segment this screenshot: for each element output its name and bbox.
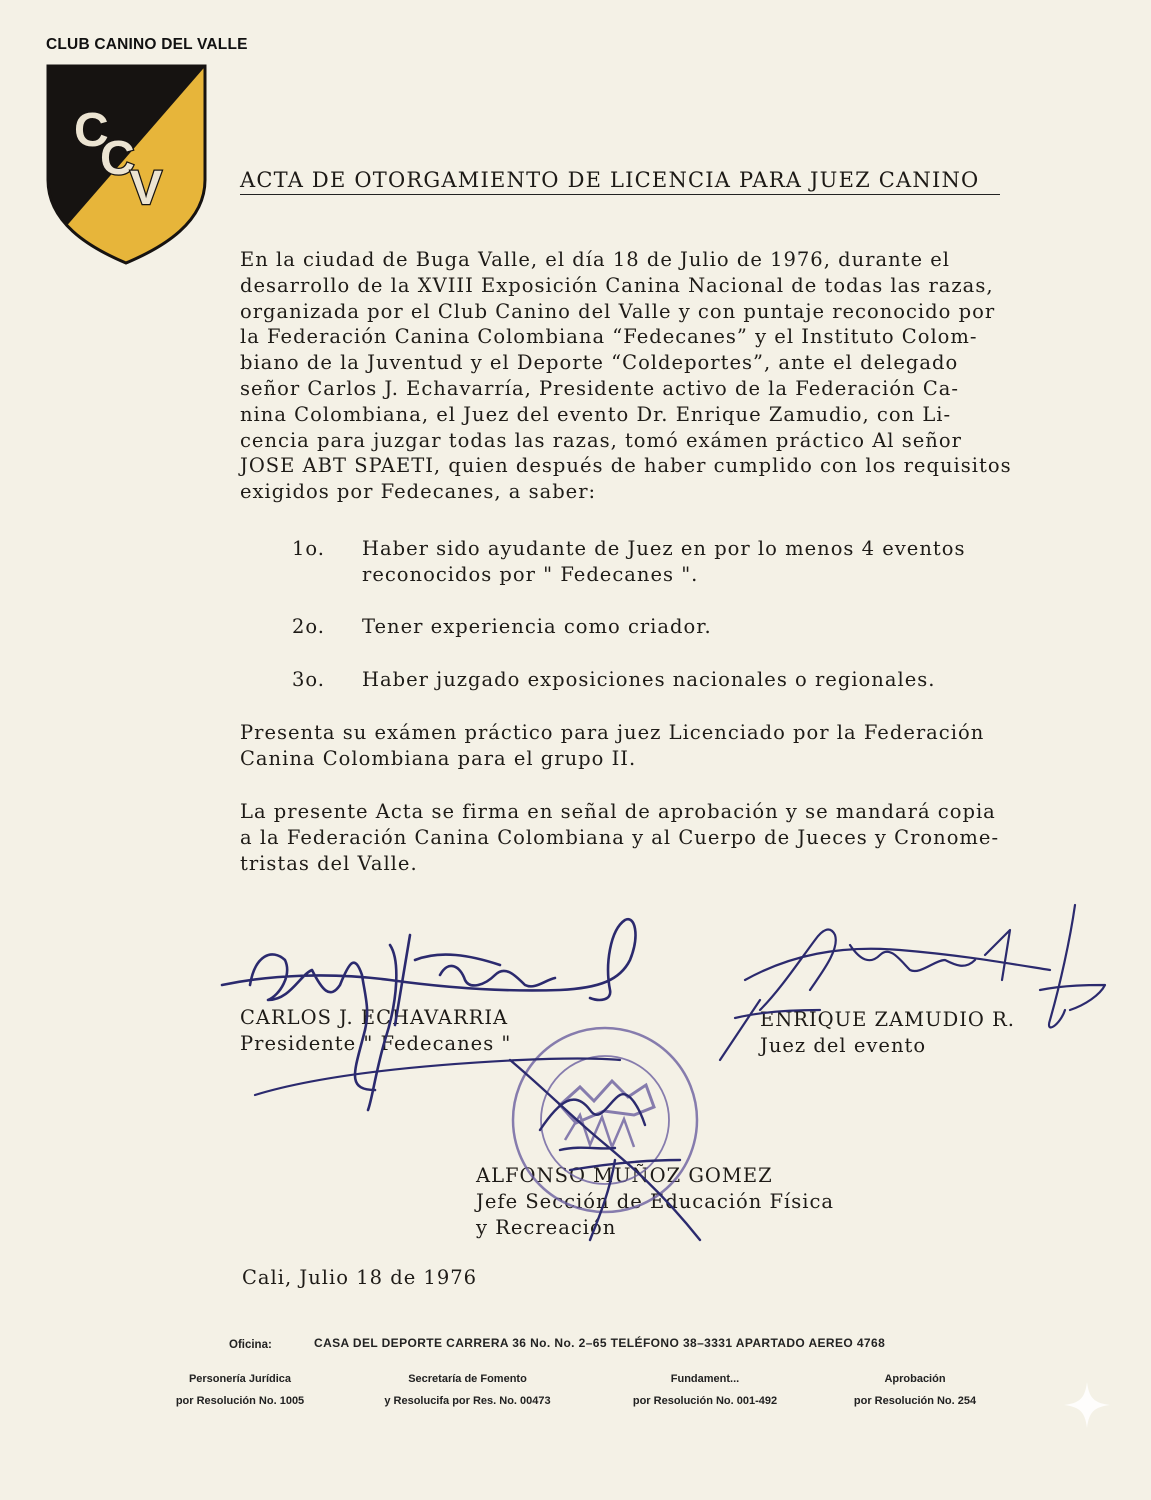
requirement-text: Tener experiencia como criador.: [362, 615, 712, 638]
signatory-role-cont: y Recreación: [476, 1215, 617, 1239]
requirement-text: Haber sido ayudante de Juez en por lo menos 4 eventos: [362, 537, 966, 560]
footer-column-line: Aprobación: [884, 1373, 946, 1385]
signature-echavarria-underline: [255, 1059, 620, 1096]
requirement-number: 3o.: [292, 668, 326, 691]
logo-letter-c1: C: [74, 104, 109, 157]
approval-paragraph: [240, 799, 1100, 876]
intro-paragraph: [240, 247, 1100, 505]
footer-column-personeria: [160, 1368, 320, 1412]
signatory-name: CARLOS J. ECHAVARRIA: [240, 1006, 509, 1029]
intro-line: organizada por el Club Canino del Valle y con puntaje reconocido por: [240, 299, 996, 323]
requirement-text: reconocidos por " Fedecanes ".: [362, 562, 699, 586]
intro-line: exigidos por Fedecanes, a saber:: [240, 480, 597, 504]
footer-office-label: Oficina:: [229, 1339, 272, 1351]
footer-column-line: Fundament...: [670, 1373, 740, 1385]
signatory-echavarria: [240, 1005, 511, 1057]
intro-line: cencia para juzgar todas las razas, tomó exámen práctico Al señor: [240, 428, 962, 452]
footer-column-aprobacion: [835, 1368, 995, 1412]
intro-line: nina Colombiana, el Juez del evento Dr. Enrique Zamudio, con Li-: [240, 402, 952, 426]
footer-column-fundament: [615, 1368, 795, 1412]
sparkle-icon: [1062, 1380, 1112, 1430]
footer-address: CASA DEL DEPORTE CARRERA 36 No. No. 2–65 TELÉFONO 38–3331 APARTADO AEREO 4768: [314, 1336, 886, 1350]
footer-column-line: por Resolución No. 001-492: [632, 1395, 778, 1407]
footer-column-line: por Resolución No. 1005: [175, 1395, 305, 1407]
signatory-munoz: [476, 1163, 834, 1240]
footer-column-line: y Resolucifa por Res. No. 00473: [384, 1395, 551, 1407]
footer-column-fomento: [365, 1368, 570, 1412]
exam-line: Presenta su exámen práctico para juez Licenciado por la Federación: [240, 721, 985, 744]
requirement-number: 1o.: [292, 537, 326, 560]
signatory-name: ALFONSO MUÑOZ GOMEZ: [476, 1164, 773, 1187]
signatory-role: Presidente " Fedecanes ": [240, 1031, 512, 1055]
intro-line: señor Carlos J. Echavarría, Presidente activo de la Federación Ca-: [240, 376, 960, 400]
approval-line: a la Federación Canina Colombiana y al Cuerpo de Jueces y Cronome-: [240, 825, 1000, 849]
intro-line: biano de la Juventud y el Deporte “Coldeportes”, ante el delegado: [240, 351, 959, 375]
intro-line: la Federación Canina Colombiana “Fedecanes” y el Instituto Colom-: [240, 325, 978, 349]
signatory-role: Jefe Sección de Educación Física: [476, 1189, 835, 1213]
exam-line: Canina Colombiana para el grupo II.: [240, 746, 637, 770]
logo-letter-v: V: [130, 162, 163, 215]
logo-letter-c2: C: [100, 132, 135, 185]
signatory-zamudio: [760, 1007, 1015, 1059]
intro-line: desarrollo de la XVIII Exposición Canina Nacional de todas las razas,: [240, 273, 994, 297]
footer-column-line: Personería Jurídica: [188, 1373, 292, 1385]
document-title: ACTA DE OTORGAMIENTO DE LICENCIA PARA JUEZ CANINO: [240, 168, 1000, 195]
requirement-number: 2o.: [292, 615, 326, 638]
document-date: Cali, Julio 18 de 1976: [242, 1266, 478, 1289]
approval-line: La presente Acta se firma en señal de aprobación y se mandará copia: [240, 800, 996, 823]
club-name: CLUB CANINO DEL VALLE: [46, 36, 248, 53]
intro-line: JOSE ABT SPAETI, quien después de haber cumplido con los requisitos: [240, 454, 1012, 478]
footer-column-line: por Resolución No. 254: [853, 1395, 977, 1407]
exam-paragraph: [240, 720, 1100, 772]
requirement-text: Haber juzgado exposiciones nacionales o regionales.: [362, 668, 936, 691]
signatory-role: Juez del evento: [760, 1033, 927, 1057]
signatory-name: ENRIQUE ZAMUDIO R.: [760, 1008, 1015, 1031]
footer-column-line: Secretaría de Fomento: [408, 1373, 527, 1385]
club-shield-logo: [44, 62, 209, 267]
approval-line: tristas del Valle.: [240, 851, 418, 875]
intro-line: En la ciudad de Buga Valle, el día 18 de Julio de 1976, durante el: [240, 248, 950, 271]
